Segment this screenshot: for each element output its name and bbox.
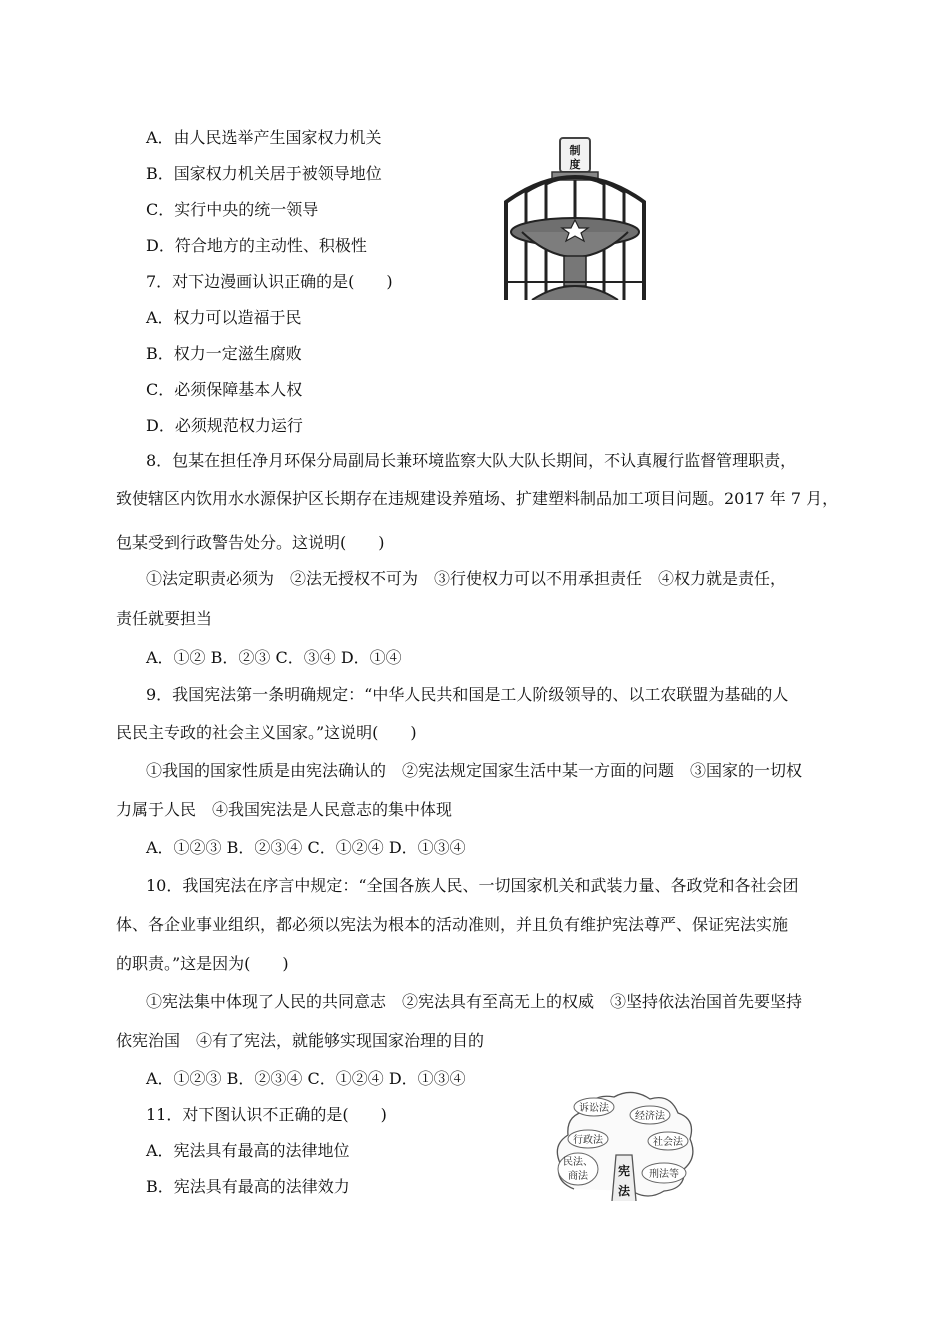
q11-stem: 11．对下图认识不正确的是( ) (146, 1105, 387, 1124)
q9-statement-2: 力属于人民 ④我国宪法是人民意志的集中体现 (116, 800, 453, 819)
q7-stem: 7．对下边漫画认识正确的是( ) (146, 272, 393, 291)
q6-option-b: B．国家权力机关居于被领导地位 (146, 164, 382, 183)
tree-label-economic: 经济法 (635, 1111, 665, 1122)
q10-choices: A．①②③ B．②③④ C．①②④ D．①③④ (146, 1069, 466, 1088)
birdcage-cartoon (492, 132, 658, 300)
q10-stem-3: 的职责。”这是因为( ) (116, 954, 289, 973)
q7-option-c: C．必须保障基本人权 (146, 380, 303, 399)
tree-label-criminal: 刑法等 (649, 1169, 679, 1180)
q6-option-c: C．实行中央的统一领导 (146, 200, 319, 219)
q10-statement-1: ①宪法集中体现了人民的共同意志 ②宪法具有至高无上的权威 ③坚持依法治国首先要坚持 (146, 992, 803, 1011)
q8-stem-1: 8．包某在担任净月环保分局副局长兼环境监察大队大队长期间，不认真履行监督管理职责， (146, 451, 797, 470)
q6-option-a: A．由人民选举产生国家权力机关 (146, 128, 382, 147)
q8-stem-3: 包某受到行政警告处分。这说明( ) (116, 533, 385, 552)
q9-stem-1: 9．我国宪法第一条明确规定：“中华人民共和国是工人阶级领导的、以工农联盟为基础的人 (146, 685, 789, 704)
tree-label-commercial: 商法 (568, 1171, 588, 1182)
cartoon-label-1: 制 (569, 144, 581, 157)
q8-choices: A．①② B．②③ C．③④ D．①④ (146, 648, 402, 667)
q9-choices: A．①②③ B．②③④ C．①②④ D．①③④ (146, 838, 466, 857)
q7-option-b: B．权力一定滋生腐败 (146, 344, 302, 363)
law-tree-figure (552, 1085, 698, 1201)
tree-label-litigation: 诉讼法 (579, 1103, 609, 1114)
q9-stem-2: 民民主专政的社会主义国家。”这说明( ) (116, 723, 417, 742)
tree-label-administrative: 行政法 (573, 1135, 603, 1146)
q10-stem-2: 体、各企业事业组织，都必须以宪法为根本的活动准则，并且负有维护宪法尊严、保证宪法实施 (116, 915, 789, 934)
q8-statement-1: ①法定职责必须为 ②法无授权不可为 ③行使权力可以不用承担责任 ④权力就是责任， (146, 569, 787, 588)
q7-option-d: D．必须规范权力运行 (146, 416, 303, 435)
tree-label-civil: 民法、 (563, 1157, 593, 1168)
q7-option-a: A．权力可以造福于民 (146, 308, 302, 327)
q8-stem-2: 致使辖区内饮用水水源保护区长期存在违规建设养殖场、扩建塑料制品加工项目问题。2017 年 7 月， (116, 489, 839, 508)
q9-statement-1: ①我国的国家性质是由宪法确认的 ②宪法规定国家生活中某一方面的问题 ③国家的一切权 (146, 761, 803, 780)
tree-trunk-label-1: 宪 (617, 1164, 631, 1178)
q11-option-b: B．宪法具有最高的法律效力 (146, 1177, 350, 1196)
tree-trunk-label-2: 法 (617, 1184, 631, 1198)
q11-option-a: A．宪法具有最高的法律地位 (146, 1141, 350, 1160)
q10-statement-2: 依宪治国 ④有了宪法，就能够实现国家治理的目的 (116, 1031, 485, 1050)
tree-label-social: 社会法 (653, 1137, 683, 1148)
q8-statement-2: 责任就要担当 (116, 609, 213, 628)
cartoon-label-2: 度 (569, 158, 581, 171)
q10-stem-1: 10．我国宪法在序言中规定：“全国各族人民、一切国家机关和武装力量、各政党和各社会团 (146, 876, 799, 895)
q6-option-d: D．符合地方的主动性、积极性 (146, 236, 367, 255)
